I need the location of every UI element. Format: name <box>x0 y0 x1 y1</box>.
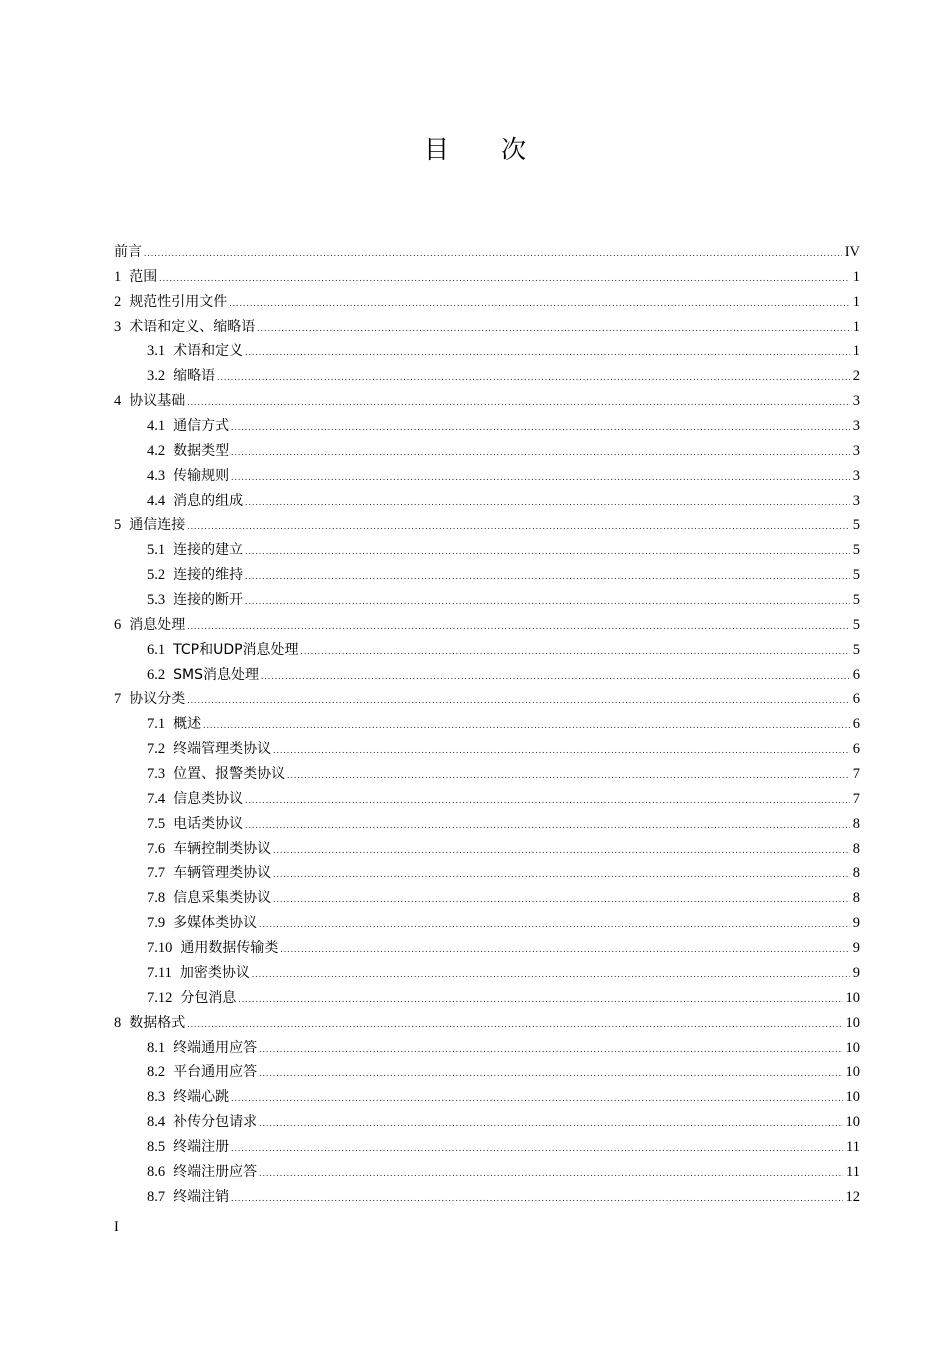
toc-entry-label: 信息采集类协议 <box>173 890 272 907</box>
toc-entry <box>114 339 860 364</box>
dot-leader <box>187 390 850 415</box>
toc-entry <box>114 1085 860 1110</box>
toc-entry-number: 8.1 <box>147 1039 166 1056</box>
toc-entry <box>114 1011 860 1036</box>
toc-entry <box>114 1135 860 1160</box>
toc-entry <box>114 638 860 663</box>
dot-leader <box>257 316 850 341</box>
toc-entry-page-number: 10 <box>845 1039 860 1056</box>
toc-entry-number: 5.3 <box>147 592 166 609</box>
toc-entry-label: 多媒体类协议 <box>173 915 258 932</box>
toc-entry-number: 7.9 <box>147 915 166 932</box>
toc-entry-page-number: 3 <box>852 492 860 509</box>
toc-entry <box>114 464 860 489</box>
toc-entry-number: 7.1 <box>147 716 166 733</box>
toc-entry-page-number: 6 <box>852 716 860 733</box>
toc-entry-number: 7.2 <box>147 741 166 758</box>
toc-entry-page-number: 9 <box>852 964 860 981</box>
toc-entry-number: 3.2 <box>147 368 166 385</box>
toc-entry <box>114 389 860 414</box>
toc-entry <box>114 712 860 737</box>
toc-entry-label: 消息处理 <box>129 616 186 633</box>
toc-entry-page-number: 11 <box>846 1138 860 1155</box>
toc-entry <box>114 663 860 688</box>
toc-entry <box>114 489 860 514</box>
toc-entry <box>114 687 860 712</box>
toc-entry-number: 8.2 <box>147 1064 166 1081</box>
toc-entry-label: 传输规则 <box>173 467 230 484</box>
toc-entry-label: 连接的维持 <box>173 567 244 584</box>
toc-title: 目 次 <box>424 135 548 164</box>
dot-leader <box>217 365 850 390</box>
toc-entry-page-number: 9 <box>852 915 860 932</box>
dot-leader <box>231 1086 842 1111</box>
toc-entry <box>114 762 860 787</box>
dot-leader <box>245 813 850 838</box>
toc-entry-page-number: 3 <box>852 442 860 459</box>
toc-entry-label: 终端注册 <box>173 1138 230 1155</box>
toc-entry-page-number: 3 <box>852 418 860 435</box>
toc-entry-label: 术语和定义 <box>173 343 244 360</box>
toc-entry-number: 7.5 <box>147 815 166 832</box>
toc-entry <box>114 538 860 563</box>
toc-entry-page-number: 7 <box>852 766 860 783</box>
toc-entry <box>114 961 860 986</box>
toc-entry-number: 7.7 <box>147 865 166 882</box>
dot-leader <box>259 1037 842 1062</box>
toc-entry <box>114 364 860 389</box>
dot-leader <box>245 589 850 614</box>
toc-entry-page-number: 6 <box>852 741 860 758</box>
toc-entry-page-number: 5 <box>852 542 860 559</box>
toc-entry <box>114 1185 860 1210</box>
toc-entry-number: 4.4 <box>147 492 166 509</box>
toc-entry-number: 7.10 <box>147 940 173 957</box>
toc-entry <box>114 911 860 936</box>
toc-entry-number: 7 <box>114 691 122 708</box>
toc-entry-number: 4 <box>114 393 122 410</box>
toc-entry-page-number: 1 <box>852 293 860 310</box>
toc-entry-label: 协议基础 <box>129 393 186 410</box>
toc-entry-label: 补传分包请求 <box>173 1114 258 1131</box>
toc-entry-page-number: 10 <box>845 1064 860 1081</box>
toc-entry-number: 5 <box>114 517 122 534</box>
toc-entry-label: 通信方式 <box>173 418 230 435</box>
toc-entry-label: 位置、报警类协议 <box>173 766 286 783</box>
toc-entry-page-number: 5 <box>852 641 860 658</box>
toc-entry-page-number: 5 <box>852 517 860 534</box>
toc-entry-label: TCP和UDP消息处理 <box>173 641 299 658</box>
dot-leader <box>187 688 850 713</box>
toc-entry <box>114 513 860 538</box>
dot-leader <box>252 962 850 987</box>
toc-entry-number: 3 <box>114 318 122 335</box>
dot-leader <box>245 490 850 515</box>
toc-entry-number: 4.1 <box>147 418 166 435</box>
toc-entry <box>114 240 860 265</box>
toc-entry-label: 电话类协议 <box>173 815 244 832</box>
toc-entry-page-number: 7 <box>852 790 860 807</box>
toc-entry-number: 4.2 <box>147 442 166 459</box>
toc-entry-label: 前言 <box>114 244 142 260</box>
toc-entry <box>114 1110 860 1135</box>
toc-entry <box>114 1060 860 1085</box>
dot-leader <box>273 838 850 863</box>
toc-entry-page-number: 8 <box>852 815 860 832</box>
dot-leader <box>238 987 842 1012</box>
toc-entry-label: 数据类型 <box>173 442 230 459</box>
dot-leader <box>259 1061 842 1086</box>
toc-entry <box>114 563 860 588</box>
dot-leader <box>231 440 850 465</box>
toc-entry-number: 6.2 <box>147 666 166 683</box>
toc-entry-number: 7.4 <box>147 790 166 807</box>
toc-entry-page-number: 10 <box>845 989 860 1006</box>
toc-entry <box>114 837 860 862</box>
toc-entry-number: 5.1 <box>147 542 166 559</box>
dot-leader <box>245 340 850 365</box>
toc-entry-number: 7.6 <box>147 840 166 857</box>
dot-leader <box>280 937 849 962</box>
toc-entry-page-number: 1 <box>852 318 860 335</box>
toc-entry-page-number: 1 <box>852 268 860 285</box>
dot-leader <box>187 614 850 639</box>
toc-entry-number: 8.5 <box>147 1138 166 1155</box>
toc-entry-label: 终端注册应答 <box>173 1163 258 1180</box>
toc-entry-label: SMS消息处理 <box>173 666 259 683</box>
toc-entry-page-number: 10 <box>845 1114 860 1131</box>
dot-leader <box>245 564 850 589</box>
toc-entry <box>114 290 860 315</box>
toc-entry-page-number: 6 <box>852 666 860 683</box>
dot-leader <box>287 763 850 788</box>
dot-leader <box>259 1111 842 1136</box>
toc-entry-number: 6.1 <box>147 641 166 658</box>
toc-entry-page-number: IV <box>844 244 860 260</box>
dot-leader <box>203 713 850 738</box>
toc-entry <box>114 936 860 961</box>
toc-entry-page-number: 3 <box>852 467 860 484</box>
dot-leader <box>231 415 850 440</box>
toc-entry-number: 8 <box>114 1014 122 1031</box>
toc-entry-number: 7.12 <box>147 989 173 1006</box>
toc-entry-page-number: 5 <box>852 616 860 633</box>
toc-entry-page-number: 12 <box>845 1188 860 1205</box>
dot-leader <box>229 291 850 316</box>
dot-leader <box>231 465 850 490</box>
toc-entry-page-number: 1 <box>852 343 860 360</box>
toc-entry-label: 通信连接 <box>129 517 186 534</box>
toc-entry-page-number: 8 <box>852 840 860 857</box>
toc-entry-label: 车辆管理类协议 <box>173 865 272 882</box>
toc-entry-label: 通用数据传输类 <box>180 940 279 957</box>
toc-entry-label: 终端心跳 <box>173 1089 230 1106</box>
toc-entry-number: 8.7 <box>147 1188 166 1205</box>
toc-entry-number: 8.3 <box>147 1089 166 1106</box>
toc-entry-number: 2 <box>114 293 122 310</box>
toc-entry-number: 4.3 <box>147 467 166 484</box>
toc-entry-page-number: 8 <box>852 890 860 907</box>
toc-entry <box>114 588 860 613</box>
toc-entry-label: 连接的断开 <box>173 592 244 609</box>
dot-leader <box>273 887 850 912</box>
dot-leader <box>187 514 850 539</box>
toc-entry-label: 加密类协议 <box>179 964 250 981</box>
toc-entry-label: 术语和定义、缩略语 <box>129 318 256 335</box>
toc-entry-page-number: 5 <box>852 592 860 609</box>
toc-entry-number: 8.4 <box>147 1114 166 1131</box>
toc-entry <box>114 812 860 837</box>
page-folio: I <box>114 1219 119 1235</box>
toc-entry-label: 平台通用应答 <box>173 1064 258 1081</box>
dot-leader <box>187 1012 842 1037</box>
toc-entry-label: 终端通用应答 <box>173 1039 258 1056</box>
toc-entry <box>114 861 860 886</box>
dot-leader <box>273 738 850 763</box>
toc-entry-label: 范围 <box>129 268 158 285</box>
toc-entry-page-number: 9 <box>852 940 860 957</box>
toc-entry-label: 规范性引用文件 <box>129 293 228 310</box>
toc-entry <box>114 986 860 1011</box>
toc-entry-label: 信息类协议 <box>173 790 244 807</box>
toc-entry-label: 连接的建立 <box>173 542 244 559</box>
toc-entry-number: 6 <box>114 616 122 633</box>
dot-leader <box>144 241 842 266</box>
toc-entry-label: 协议分类 <box>129 691 186 708</box>
toc-entry <box>114 414 860 439</box>
toc-entry-page-number: 6 <box>852 691 860 708</box>
dot-leader <box>273 862 850 887</box>
toc-entry-label: 终端管理类协议 <box>173 741 272 758</box>
toc-entry <box>114 265 860 290</box>
dot-leader <box>301 639 850 664</box>
table-of-contents <box>114 240 860 1210</box>
dot-leader <box>261 664 850 689</box>
dot-leader <box>231 1136 843 1161</box>
toc-entry <box>114 737 860 762</box>
toc-entry-label: 车辆控制类协议 <box>173 840 272 857</box>
toc-entry-number: 8.6 <box>147 1163 166 1180</box>
toc-entry-page-number: 2 <box>852 368 860 385</box>
toc-entry-label: 缩略语 <box>173 368 216 385</box>
toc-entry-label: 终端注销 <box>173 1188 230 1205</box>
toc-entry-number: 7.11 <box>147 964 172 981</box>
dot-leader <box>159 266 850 291</box>
toc-entry-page-number: 3 <box>852 393 860 410</box>
toc-entry <box>114 439 860 464</box>
toc-entry <box>114 787 860 812</box>
toc-entry-number: 3.1 <box>147 343 166 360</box>
dot-leader <box>231 1186 842 1211</box>
toc-entry-number: 1 <box>114 268 122 285</box>
dot-leader <box>259 1161 843 1186</box>
toc-entry-number: 7.8 <box>147 890 166 907</box>
toc-entry-page-number: 5 <box>852 567 860 584</box>
toc-entry-number: 5.2 <box>147 567 166 584</box>
toc-entry <box>114 1036 860 1061</box>
dot-leader <box>245 539 850 564</box>
toc-entry-label: 概述 <box>173 716 202 733</box>
toc-entry-page-number: 11 <box>846 1163 860 1180</box>
toc-entry-page-number: 10 <box>845 1089 860 1106</box>
toc-entry <box>114 315 860 340</box>
dot-leader <box>259 912 850 937</box>
toc-entry <box>114 1160 860 1185</box>
dot-leader <box>245 788 850 813</box>
toc-entry <box>114 886 860 911</box>
toc-entry-page-number: 10 <box>845 1014 860 1031</box>
toc-entry-label: 分包消息 <box>180 989 237 1006</box>
toc-entry-label: 消息的组成 <box>173 492 244 509</box>
toc-entry-label: 数据格式 <box>129 1014 186 1031</box>
toc-entry-page-number: 8 <box>852 865 860 882</box>
toc-entry <box>114 613 860 638</box>
toc-entry-number: 7.3 <box>147 766 166 783</box>
